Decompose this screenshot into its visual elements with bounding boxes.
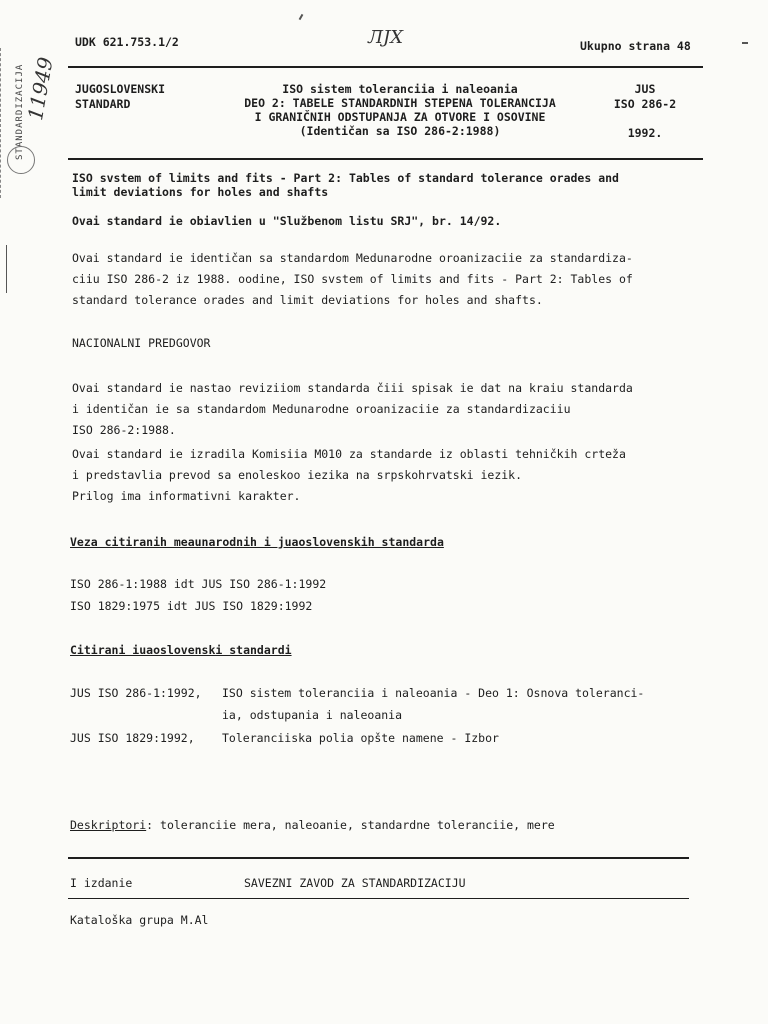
header-right-code: ISO 286-2 — [613, 97, 677, 111]
header-title-line-3: I GRANIČNIH ODSTUPANJA ZA OTVORE I OSOVINE — [254, 110, 546, 124]
foreword-line-2: i identičan ie sa standardom Medunarodne oroanizaciie za standardizaciiu — [72, 402, 571, 416]
english-title-line-2: limit deviations for holes and shafts — [72, 185, 329, 199]
identity-line-1: Ovai standard ie identičan sa standardom Medunarodne oroanizaciie za standardiza- — [72, 251, 633, 265]
side-stamp — [0, 48, 61, 198]
header-top-rule — [68, 66, 703, 68]
foreword-line-1: Ovai standard ie nastao reviziiom standarda čiii spisak ie dat na kraiu standarda — [72, 381, 633, 395]
foreword-line-6: Prilog ima informativni karakter. — [72, 489, 301, 503]
cited-international-line-1: ISO 286-1:1988 idt JUS ISO 286-1:1992 — [70, 577, 327, 591]
vertical-stamp-text: STANDARDIZACIJA — [15, 63, 25, 160]
publisher: SAVEZNI ZAVOD ZA STANDARDIZACIJU — [244, 876, 466, 890]
header-title-line-4: (Identičan sa ISO 286-2:1988) — [299, 124, 501, 138]
scan-speck — [742, 42, 748, 44]
handwritten-mark: ЛЈХ — [368, 27, 404, 48]
edition: I izdanie — [70, 876, 133, 890]
publication-note: Ovai standard ie obiavlien u "Službenom listu SRJ", br. 14/92. — [72, 214, 502, 228]
stamp-circle — [7, 146, 35, 174]
descriptors-label: Deskriptori — [70, 818, 147, 832]
cited-yugoslav-text-1: ISO sistem toleranciia i naleoania - Deo 1: Osnova toleranci- — [222, 686, 645, 700]
cited-yugoslav-cont-1: ia, odstupania i naleoania — [222, 708, 403, 722]
header-title-line-1: ISO sistem toleranciia i naleoania — [282, 82, 518, 96]
descriptors — [70, 818, 555, 832]
header-title-line-2: DEO 2: TABELE STANDARDNIH STEPENA TOLERANCIJA — [244, 96, 556, 110]
catalog-group: Kataloška grupa M.Al — [70, 913, 209, 927]
cited-international-heading: Veza citiranih meaunarodnih i juaoslovenskih standarda — [70, 535, 444, 549]
margin-mark — [6, 245, 7, 293]
header-left-line-1: JUGOSLOVENSKI — [75, 82, 166, 96]
cited-yugoslav-text-2: Toleranciiska polia opšte namene - Izbor — [222, 731, 499, 745]
header-bottom-rule — [68, 158, 703, 160]
header-right-year: 1992. — [627, 126, 663, 140]
identity-line-2: ciiu ISO 286-2 iz 1988. oodine, ISO svstem of limits and fits - Part 2: Tables of — [72, 272, 633, 286]
descriptors-text: : toleranciie mera, naleoanie, standardne toleranciie, mere — [146, 818, 555, 832]
foreword-line-4: Ovai standard ie izradila Komisiia M010 za standarde iz oblasti tehničkih crteža — [72, 447, 626, 461]
footer-top-rule — [68, 857, 689, 859]
cited-international-line-2: ISO 1829:1975 idt JUS ISO 1829:1992 — [70, 599, 313, 613]
english-title-line-1: ISO svstem of limits and fits - Part 2: Tables of standard tolerance orades and — [72, 171, 619, 185]
cited-yugoslav-code-1: JUS ISO 286-1:1992, — [70, 686, 202, 700]
udk-code: UDK 621.753.1/2 — [75, 35, 179, 49]
identity-line-3: standard tolerance orades and limit deviations for holes and shafts. — [72, 293, 543, 307]
foreword-line-3: ISO 286-2:1988. — [72, 423, 176, 437]
header-right-jus: JUS — [634, 82, 656, 96]
scan-speck — [299, 14, 304, 20]
cited-yugoslav-code-2: JUS ISO 1829:1992, — [70, 731, 195, 745]
national-foreword-heading: NACIONALNI PREDGOVOR — [72, 336, 211, 350]
cited-yugoslav-heading: Citirani iuaoslovenski standardi — [70, 643, 292, 657]
total-pages: Ukupno strana 48 — [580, 39, 691, 53]
handwritten-number: 11949 — [23, 55, 58, 123]
header-left-line-2: STANDARD — [75, 97, 131, 111]
foreword-line-5: i predstavlia prevod sa enoleskoo iezika na srpskohrvatski iezik. — [72, 468, 523, 482]
footer-bottom-rule — [68, 898, 689, 899]
